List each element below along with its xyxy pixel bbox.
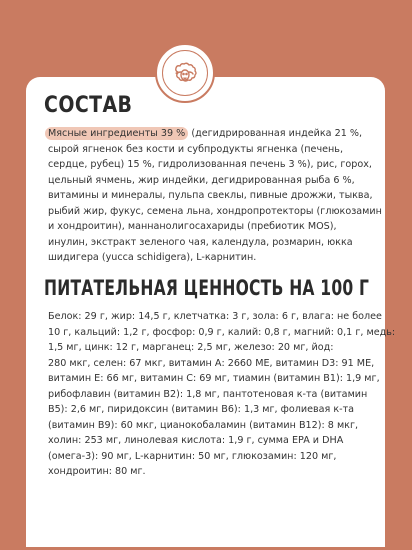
nutrition-heading: ПИТАТЕЛЬНАЯ ЦЕННОСТЬ НА 100 Г — [44, 276, 370, 300]
composition-line: шидигера (yucca schidigera), L-карнитин. — [48, 252, 257, 263]
composition-line — [48, 126, 383, 142]
nutrition-line: рибофлавин (витамин B2): 1,8 мг, пантотеновая к-та (витамин — [48, 388, 368, 400]
sheep-icon — [170, 58, 200, 88]
composition-heading: СОСТАВ — [44, 93, 133, 118]
nutrition-line: (омега-3): 90 мг, L-карнитин: 50 мг, глюкозамин: 120 мг, — [48, 450, 337, 462]
nutrition-line: 1,5 мг, цинк: 12 г, марганец: 2,5 мг, железо: 20 мг, йод: — [48, 342, 334, 353]
composition-line: цельный ячмень, жир индейки, дегидрированная рыба 6 %, — [48, 174, 355, 186]
composition-line: и хондроитин), маннанолигосахариды (пребиотик MOS), — [48, 221, 337, 232]
composition-line-text: (дегидрированная индейка 21 %, — [188, 128, 363, 139]
nutrition-line: B5): 2,6 мг, пиридоксин (витамин B6): 1,3 мг, фолиевая к-та — [48, 404, 355, 415]
badge — [155, 43, 215, 103]
nutrition-line: холин: 253 мг, линолевая кислота: 1,9 г, сумма EPA и DHA — [48, 435, 344, 446]
badge-ring — [162, 50, 208, 96]
nutrition-line: Белок: 29 г, жир: 14,5 г, клетчатка: 3 г, зола: 6 г, влага: не более — [48, 311, 382, 322]
nutrition-line: 10 г, кальций: 1,2 г, фосфор: 0,9 г, калий: 0,8 г, магний: 0,1 г, медь: — [48, 326, 396, 338]
composition-text — [48, 126, 383, 266]
composition-line: витамины и минералы, пульпа свеклы, пивные дрожжи, тыква, — [48, 190, 373, 201]
nutrition-line: витамин Е: 66 мг, витамин С: 69 мг, тиамин (витамин B1): 1,9 мг, — [48, 373, 380, 384]
composition-line: инулин, экстракт зеленого чая, календула, розмарин, юкка — [48, 236, 353, 248]
composition-line: рыбий жир, фукус, семена льна, хондропротекторы (глюкозамин — [48, 205, 382, 217]
composition-line: сырой ягненок без кости и субпродукты ягненка (печень, — [48, 143, 343, 155]
highlight-meat-ingredients: Мясные ингредиенты 39 % — [45, 127, 188, 140]
composition-line: сердце, рубец) 15 %, гидролизованная печень 3 %), рис, горох, — [48, 159, 372, 170]
nutrition-line: (витамин B9): 60 мкг, цианокобаламин (витамин B12): 8 мкг, — [48, 419, 359, 431]
nutrition-text — [48, 309, 396, 480]
nutrition-line: 280 мкг, селен: 67 мкг, витамин А: 2660 МЕ, витамин D3: 91 МЕ, — [48, 357, 375, 369]
nutrition-line: хондроитин: 80 мг. — [48, 466, 146, 477]
